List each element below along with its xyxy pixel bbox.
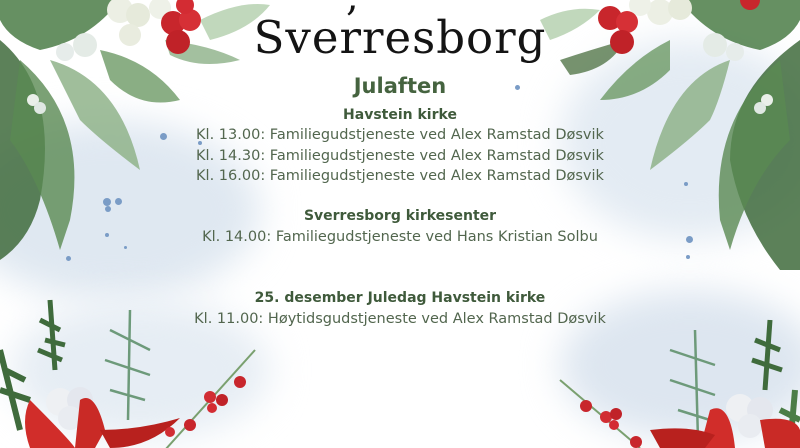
page-title: Sverresborg	[253, 11, 547, 64]
location-sverresborg-kirkesenter: Sverresborg kirkesenter	[303, 208, 497, 224]
service-line: Kl. 14.30: Familiegudstjeneste ved Alex Ramstad Døsvik	[196, 148, 604, 164]
service-line: Kl. 14.00: Familiegudstjeneste ved Hans Kristian Solbu	[202, 229, 598, 245]
location-juledag-havstein-kirke: 25. desember Juledag Havstein kirke	[254, 290, 546, 306]
location-havstein-kirke: Havstein kirke	[343, 107, 457, 123]
service-line: Kl. 16.00: Familiegudstjeneste ved Alex Ramstad Døsvik	[196, 168, 604, 184]
service-line: Kl. 11.00: Høytidsgudstjeneste ved Alex Ramstad Døsvik	[194, 311, 606, 327]
service-line: Kl. 13.00: Familiegudstjeneste ved Alex Ramstad Døsvik	[196, 127, 604, 143]
section-heading-julaften: Julaften	[353, 74, 447, 98]
